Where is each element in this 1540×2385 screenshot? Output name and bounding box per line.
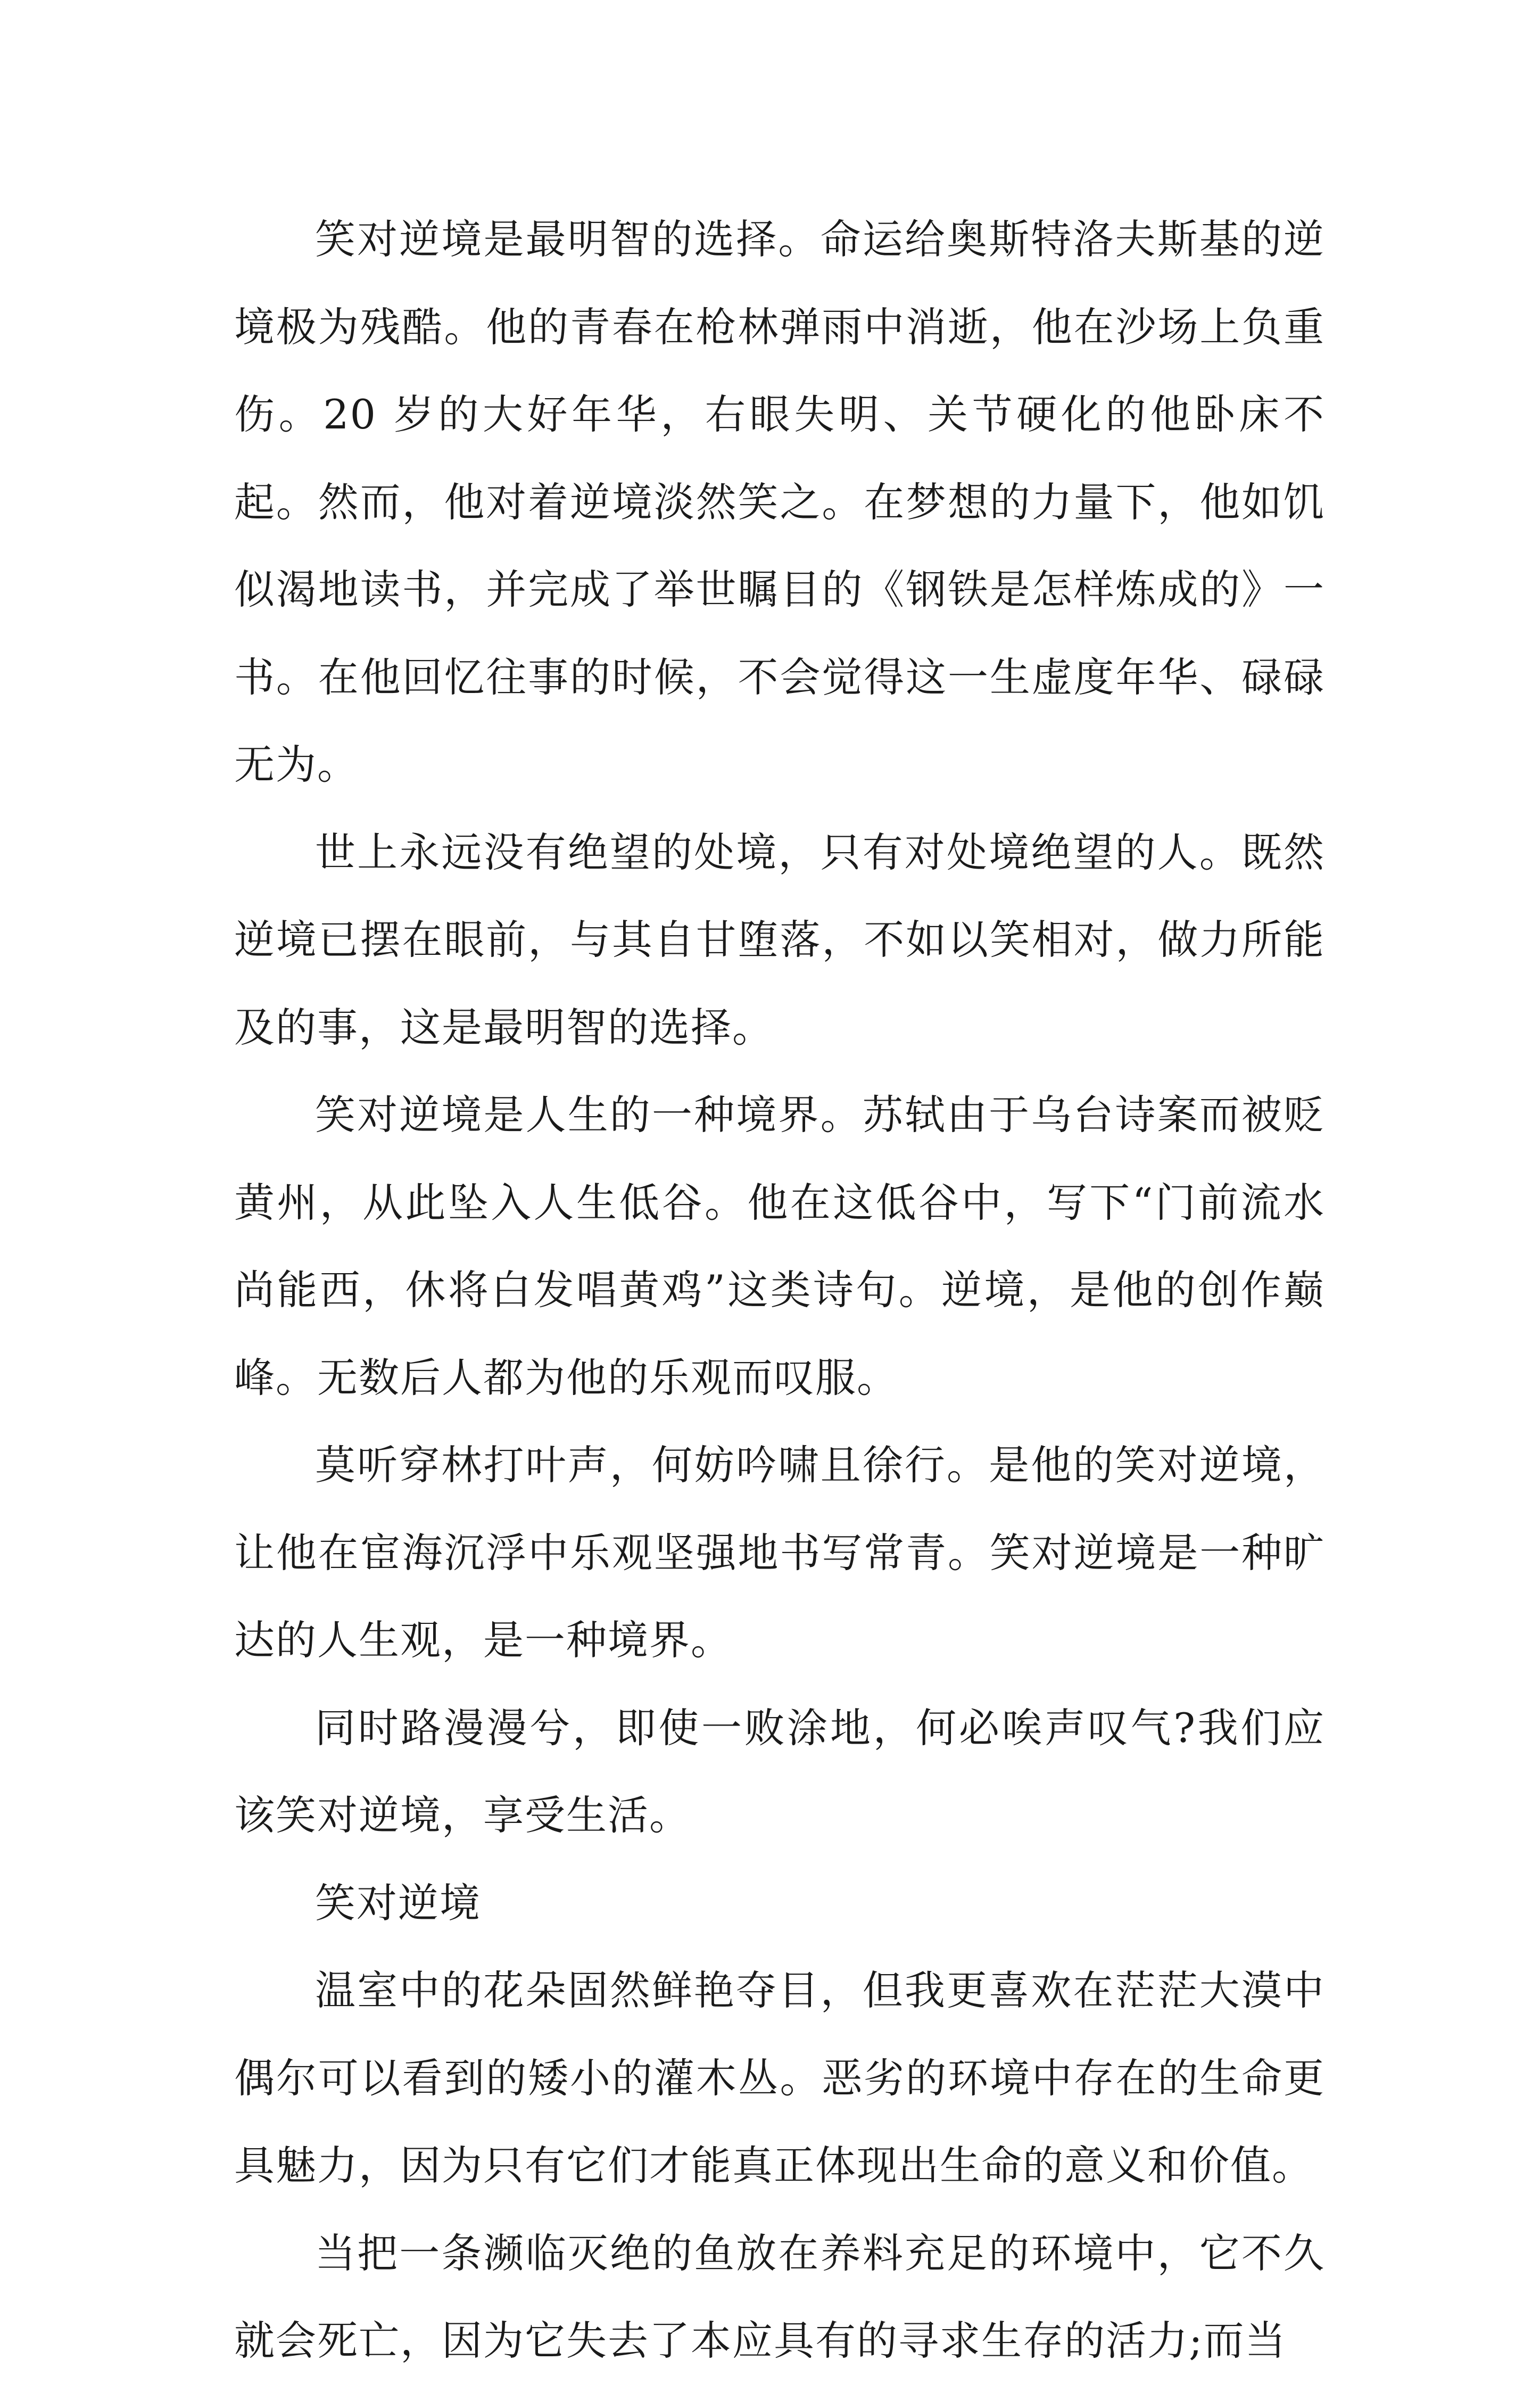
document-body (234, 196, 1325, 2385)
section-title: 笑对逆境 (315, 1879, 481, 1927)
paragraph-7: 当把一条濒临灭绝的鱼放在养料充足的环境中，它不久就会死亡，因为它失去了本应具有的寻求生存的活力;而当 (234, 2229, 1325, 2364)
paragraph-6: 温室中的花朵固然鲜艳夺目，但我更喜欢在茫茫大漠中偶尔可以看到的矮小的灌木丛。恶劣的环境中存在的生命更具魅力，因为只有它们才能真正体现出生命的意义和价值。 (234, 1967, 1325, 2189)
paragraph-5: 同时路漫漫兮，即使一败涂地，何必唉声叹气?我们应该笑对逆境，享受生活。 (234, 1704, 1325, 1839)
paragraph-1: 笑对逆境是最明智的选择。命运给奥斯特洛夫斯基的逆境极为残酷。他的青春在枪林弹雨中消逝，他在沙场上负重伤。20 岁的大好年华，右眼失明、关节硬化的他卧床不起。然而，他对着逆境淡然笑之。在梦想的力量下，他如饥似渴地读书，并完成了举世瞩目的《钢铁是怎样炼成的》一书。在他回忆往事的时候，不会觉得这一生虚度年华、碌碌无为。 (234, 216, 1325, 788)
paragraph-3: 笑对逆境是人生的一种境界。苏轼由于乌台诗案而被贬黄州，从此坠入人生低谷。他在这低谷中，写下“门前流水尚能西，休将白发唱黄鸡”这类诗句。逆境，是他的创作巅峰。无数后人都为他的乐观而叹服。 (234, 1091, 1325, 1401)
paragraph-4: 莫听穿林打叶声，何妨吟啸且徐行。是他的笑对逆境，让他在宦海沉浮中乐观坚强地书写常青。笑对逆境是一种旷达的人生观，是一种境界。 (234, 1441, 1325, 1664)
paragraph-2: 世上永远没有绝望的处境，只有对处境绝望的人。既然逆境已摆在眼前，与其自甘堕落，不如以笑相对，做力所能及的事，这是最明智的选择。 (234, 828, 1325, 1051)
